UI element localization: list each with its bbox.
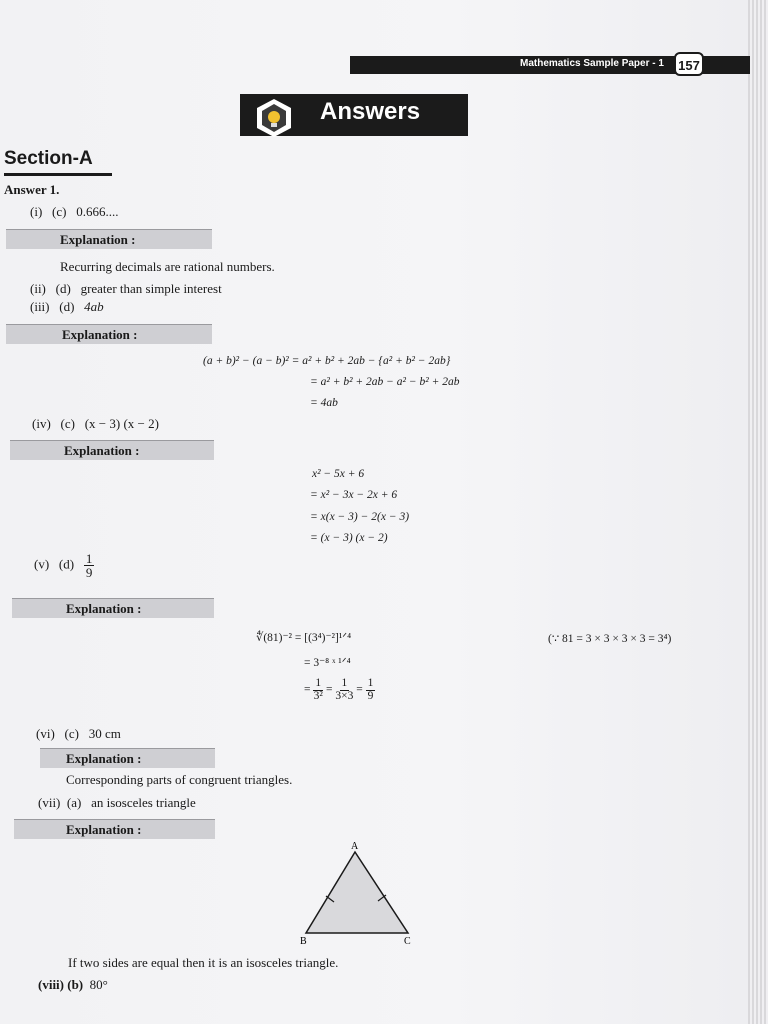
explanation-label: Explanation : [6, 229, 212, 249]
item-answer: an isosceles triangle [91, 795, 196, 810]
explanation-math-line: = 3⁻⁸ ˣ ¹ᐟ⁴ [304, 657, 351, 669]
paper-title: Mathematics Sample Paper - 1 [520, 58, 664, 69]
answer-item-vii [38, 795, 196, 811]
answer-item-i [30, 204, 118, 220]
item-number: (iii) [30, 299, 50, 314]
explanation-label: Explanation : [10, 440, 214, 460]
answer-item-vi [36, 726, 121, 742]
item-option: (d) [55, 281, 71, 296]
item-option: (d) [58, 556, 75, 572]
answer-item-iv [32, 416, 159, 432]
item-option: (a) [66, 795, 82, 810]
item-answer: 0.666.... [76, 204, 119, 219]
item-answer: (x − 3) (x − 2) [84, 416, 159, 431]
item-number: (vii) [38, 795, 61, 810]
explanation-label: Explanation : [40, 748, 215, 768]
explanation-math-line: ∜(81)⁻² = [(3⁴)⁻²]¹ᐟ⁴ [256, 632, 352, 644]
page-edge [748, 0, 768, 1024]
item-option: (b) [67, 977, 84, 992]
answer-heading: Answer 1. [4, 182, 60, 197]
explanation-math-line: = (x − 3) (x − 2) [310, 532, 388, 544]
explanation-math-line: x² − 5x + 6 [312, 468, 365, 480]
item-answer: 30 cm [88, 726, 121, 741]
item-option: (c) [60, 416, 75, 431]
explanation-label: Explanation : [14, 819, 215, 839]
explanation-text: Corresponding parts of congruent triangles. [66, 772, 293, 787]
item-answer: 4ab [84, 299, 104, 314]
explanation-math-line: = x(x − 3) − 2(x − 3) [310, 511, 410, 523]
item-number: (viii) [38, 977, 64, 992]
answer-item-v [34, 552, 94, 579]
explanation-label: Explanation : [6, 324, 212, 344]
explanation-math-line: = x² − 3x − 2x + 6 [310, 489, 398, 501]
item-number: (v) [34, 556, 50, 572]
item-option: (d) [59, 299, 75, 314]
explanation-math-line: = 4ab [310, 397, 338, 409]
answer-item-ii [30, 281, 222, 297]
item-answer: greater than simple interest [80, 281, 222, 296]
explanation-math-line: (a + b)² − (a − b)² = a² + b² + 2ab − {a² + b² − 2ab} [203, 355, 451, 367]
vertex-label-b: B [300, 936, 307, 947]
isosceles-triangle-diagram [290, 838, 430, 948]
item-answer: 80° [89, 977, 108, 992]
explanation-label: Explanation : [12, 598, 214, 618]
item-option: (c) [52, 204, 67, 219]
item-number: (i) [30, 204, 43, 219]
item-number: (ii) [30, 281, 46, 296]
answer-item-viii [38, 977, 108, 993]
item-answer-fraction: $\frac{1}{9}$ [85, 551, 93, 580]
item-number: (iv) [32, 416, 51, 431]
explanation-text: Recurring decimals are rational numbers. [60, 259, 275, 274]
section-heading: Section-A [4, 148, 93, 169]
vertex-label-a: A [351, 841, 359, 852]
lightbulb-icon [254, 98, 294, 138]
item-number: (vi) [36, 726, 55, 741]
explanation-text: If two sides are equal then it is an isosceles triangle. [68, 955, 339, 970]
page-title: Answers [320, 98, 421, 125]
page-number: 157 [674, 52, 704, 76]
answer-item-iii [30, 299, 104, 315]
section-underline [4, 173, 112, 176]
explanation-note: (∵ 81 = 3 × 3 × 3 × 3 = 3⁴) [548, 633, 672, 645]
explanation-fraction-line: = $\frac{1}{\text{3²}}$ = $\frac{1}{3\times 3}$ = $\frac{1}{9}$ [304, 677, 374, 702]
item-option: (c) [64, 726, 79, 741]
explanation-math-line: = a² + b² + 2ab − a² − b² + 2ab [310, 376, 460, 388]
vertex-label-c: C [404, 936, 411, 947]
